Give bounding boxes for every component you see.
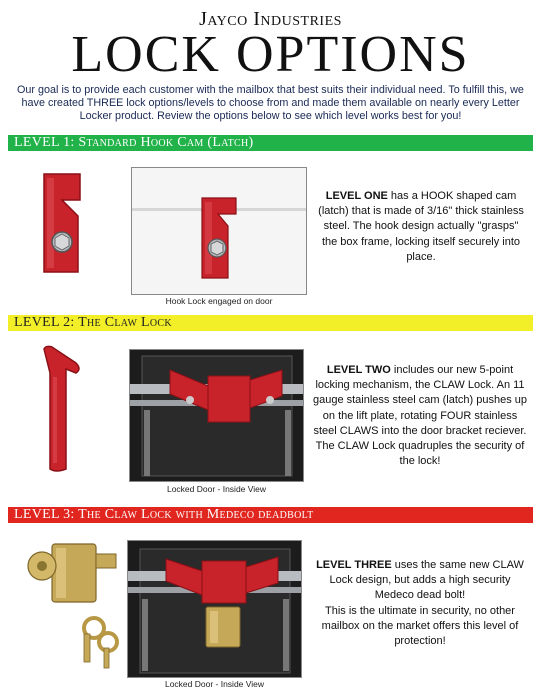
hook-cam-photo [38, 170, 98, 280]
claw-lock-inside-image [130, 350, 304, 482]
level-3-lead: LEVEL THREE [316, 559, 392, 571]
hook-cam-icon [38, 170, 98, 280]
level-2-banner: LEVEL 2: The Claw Lock [8, 315, 533, 331]
level-3-caption: Locked Door - Inside View [164, 679, 265, 689]
level-2-lead: LEVEL TWO [326, 364, 391, 376]
level-2-body: includes our new 5-point locking mechanism, the CLAW Lock. An 11 gauge stainless steel cam (latch) pushes up on the lift plate, rotating FOUR stainless steel CLAWS into the door bracket reciever. The CLAW Lock quadruples the security of the lock! [312, 364, 527, 468]
claw-lock-door-photo [129, 349, 304, 482]
level-2-caption: Locked Door - Inside View [166, 484, 267, 494]
claw-lock-photo [36, 343, 96, 475]
hook-lock-door-photo [131, 167, 307, 295]
level-3-body-2: This is the ultimate in security, no other mailbox on the market offers this level of protection! [321, 604, 519, 648]
level-2-description [311, 363, 529, 469]
level-1-banner: LEVEL 1: Standard Hook Cam (Latch) [8, 135, 533, 151]
page-title: LOCK OPTIONS [71, 26, 470, 83]
company-name: Jayco Industries [199, 8, 342, 30]
level-1-caption: Hook Lock engaged on door [165, 296, 273, 306]
level-3-description [311, 558, 529, 649]
medeco-lock-door-photo [127, 540, 302, 678]
level-3-body: uses the same new CLAW Lock design, but adds a high security Medeco dead bolt! [329, 559, 524, 602]
medeco-lock-inside-image [128, 541, 302, 678]
level-1-lead: LEVEL ONE [325, 190, 388, 202]
claw-cam-icon [36, 343, 96, 475]
medeco-lock-and-keys-icon [12, 538, 124, 670]
medeco-deadbolt-photo [12, 538, 124, 670]
level-1-body: has a HOOK shaped cam (latch) that is made of 3/16" thick stainless steel. The hook design actually "grasps" the box frame, locking itself securely into place. [318, 190, 524, 263]
level-3-banner: LEVEL 3: The Claw Lock with Medeco deadbolt [8, 507, 533, 523]
hook-lock-engaged-image [132, 168, 307, 295]
intro-paragraph: Our goal is to provide each customer with the mailbox that best suits their individual need. To fulfill this, we have created THREE lock options/levels to choose from and made them available on nearly every Letter Locker product. Review the options below to see which level works best for you! [17, 84, 524, 123]
level-1-description [315, 189, 527, 265]
